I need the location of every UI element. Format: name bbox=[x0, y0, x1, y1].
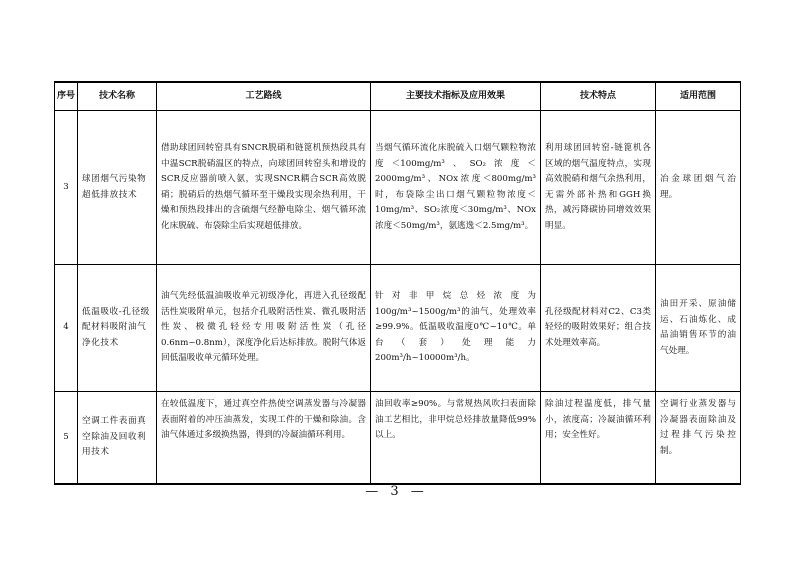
row-indicators: 油回收率≥90%。与常规热风吹扫表面除油工艺相比，非甲烷总烃排放量降低99%以上。 bbox=[371, 392, 541, 485]
header-tech-name: 技术名称 bbox=[78, 82, 157, 111]
header-seq: 序号 bbox=[55, 82, 78, 111]
page-number: — 3 — bbox=[365, 484, 428, 499]
row-indicators: 当烟气循环流化床脱硫入口烟气颗粒物浓度＜100mg/m³、SO₂浓度＜2000mg/m³、NOx浓度＜800mg/m³时，布袋除尘出口烟气颗粒物浓度＜10mg/m³、SO₂浓度＜30mg/m³、NOx浓度＜50mg/m³，氨逃逸＜2.5mg/m³。 bbox=[371, 111, 541, 265]
row-seq: 3 bbox=[55, 111, 78, 265]
technology-table-container bbox=[54, 81, 740, 485]
table-header-row bbox=[55, 82, 741, 111]
header-process: 工艺路线 bbox=[157, 82, 371, 111]
table-row bbox=[55, 265, 741, 392]
header-features: 技术特点 bbox=[541, 82, 656, 111]
row-indicators: 针对非甲烷总烃浓度为100g/m³~1500g/m³的油气，处理效率≥99.9%。低温吸收温度0℃~10℃。单台（套）处理能力200m³/h~10000m³/h。 bbox=[371, 265, 541, 392]
row-scope: 空调行业蒸发器与冷凝器表面除油及过程排气污染控制。 bbox=[656, 392, 741, 485]
header-indicators: 主要技术指标及应用效果 bbox=[371, 82, 541, 111]
row-features: 利用球团回转窑-链篦机各区域的烟气温度特点，实现高效脱硝和烟气余热利用，无需外部补热和GGH换热，减污降碳协同增效效果明显。 bbox=[541, 111, 656, 265]
row-scope: 油田开采、原油储运、石油炼化、成品油销售环节的油气处理。 bbox=[656, 265, 741, 392]
header-scope: 适用范围 bbox=[656, 82, 741, 111]
row-features: 除油过程温度低，排气量小，浓度高；冷凝油循环利用；安全性好。 bbox=[541, 392, 656, 485]
table-row bbox=[55, 111, 741, 265]
table-row bbox=[55, 392, 741, 485]
row-tech-name: 低温吸收-孔径级配材料吸附油气净化技术 bbox=[78, 265, 157, 392]
row-process: 油气先经低温油吸收单元初级净化，再进入孔径级配活性炭吸附单元，包括介孔吸附活性炭、微孔吸附活性炭、极微孔轻烃专用吸附活性炭（孔径0.6nm~0.8nm），深度净化后达标排放。脱附气体返回低温吸收单元循环处理。 bbox=[157, 265, 371, 392]
row-tech-name: 空调工件表面真空除油及回收利用技术 bbox=[78, 392, 157, 485]
technology-table bbox=[54, 81, 741, 485]
row-tech-name: 球团烟气污染物超低排放技术 bbox=[78, 111, 157, 265]
row-process: 在较低温度下，通过真空件热使空调蒸发器与冷凝器表面附着的冲压油蒸发，实现工件的干燥和除油。含油气体通过多级换热器，得到的冷凝油循环利用。 bbox=[157, 392, 371, 485]
row-scope: 冶金球团烟气治理。 bbox=[656, 111, 741, 265]
row-seq: 5 bbox=[55, 392, 78, 485]
row-seq: 4 bbox=[55, 265, 78, 392]
row-features: 孔径级配材料对C2、C3类轻烃的吸附效果好；组合技术处理效率高。 bbox=[541, 265, 656, 392]
row-process: 借助球团回转窑具有SNCR脱硝和链篦机预热段具有中温SCR脱硝温区的特点，向球团回转窑头和增设的SCR反应器前喷入氨，实现SNCR耦合SCR高效脱硝；脱硝后的热烟气循环至干燥段实现余热利用，干燥和预热段排出的含硫烟气经静电除尘、烟气循环流化床脱硫、布袋除尘后实现超低排放。 bbox=[157, 111, 371, 265]
